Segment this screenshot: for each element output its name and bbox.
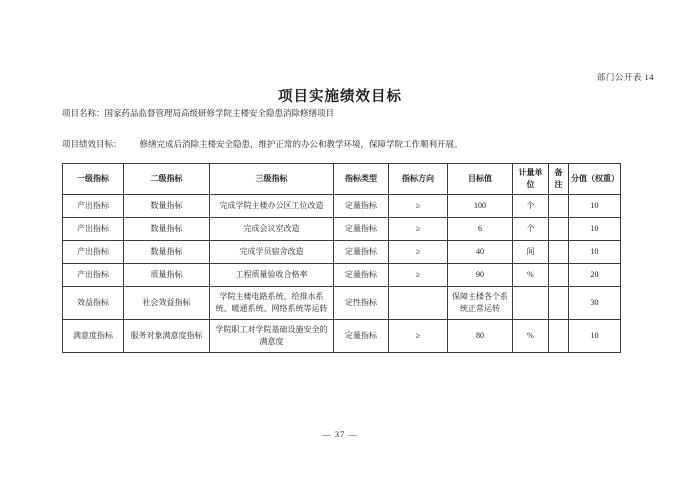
- table-cell: 数量指标: [124, 218, 210, 241]
- project-goal-value: 修缮完成后消除主楼安全隐患，维护正常的办公和教学环境，保障学院工作顺利开展。: [139, 139, 463, 149]
- table-cell: 产出指标: [63, 218, 124, 241]
- table-cell: 工程质量验收合格率: [210, 264, 334, 287]
- table-cell: 90: [448, 264, 513, 287]
- table-cell: 40: [448, 241, 513, 264]
- table-cell: [549, 241, 569, 264]
- column-header-9: 分值（权重）: [569, 164, 621, 195]
- doc-ref: 部门公开表 14: [596, 72, 654, 82]
- column-header-8: 备注: [549, 164, 569, 195]
- table-cell: [549, 195, 569, 218]
- table-cell: 数量指标: [124, 195, 210, 218]
- table-cell: 定量指标: [334, 218, 389, 241]
- table-cell: ≥: [389, 264, 448, 287]
- table-cell: 完成学院主楼办公区工位改造: [210, 195, 334, 218]
- column-header-7: 计量单位: [513, 164, 549, 195]
- table-cell: 80: [448, 320, 513, 353]
- table-cell: 学院职工对学院基础设施安全的满意度: [210, 320, 334, 353]
- table-cell: 产出指标: [63, 241, 124, 264]
- table-cell: 满意度指标: [63, 320, 124, 353]
- table-cell: [549, 287, 569, 320]
- column-header-2: 二级指标: [124, 164, 210, 195]
- project-name-value: 国家药品监督管理局高级研修学院主楼安全隐患消除修缮项目: [104, 108, 335, 118]
- table-cell: 数量指标: [124, 241, 210, 264]
- table-cell: 产出指标: [63, 264, 124, 287]
- project-name-label: 项目名称：: [62, 108, 105, 118]
- page-number: — 37 —: [322, 429, 358, 439]
- table-cell: 间: [513, 241, 549, 264]
- column-header-3: 三级指标: [210, 164, 334, 195]
- table-cell: 10: [569, 241, 621, 264]
- column-header-5: 指标方向: [389, 164, 448, 195]
- table-cell: 20: [569, 264, 621, 287]
- project-goal-line: [62, 138, 640, 150]
- table-row: [63, 264, 621, 287]
- table-cell: 10: [569, 218, 621, 241]
- table-row: [63, 195, 621, 218]
- table-cell: 服务对象满意度指标: [124, 320, 210, 353]
- table-cell: 效益指标: [63, 287, 124, 320]
- table-row: [63, 320, 621, 353]
- column-header-1: 一级指标: [63, 164, 124, 195]
- table-cell: 个: [513, 195, 549, 218]
- table-cell: 6: [448, 218, 513, 241]
- table-cell: ≥: [389, 320, 448, 353]
- table-cell: [389, 287, 448, 320]
- page-title: 项目实施绩效目标: [278, 89, 402, 105]
- table-cell: 完成会议室改造: [210, 218, 334, 241]
- column-header-6: 目标值: [448, 164, 513, 195]
- table-cell: 定量指标: [334, 320, 389, 353]
- table-row: [63, 218, 621, 241]
- table-cell: ≥: [389, 241, 448, 264]
- table-row: [63, 287, 621, 320]
- table-cell: ≥: [389, 218, 448, 241]
- table-cell: 10: [569, 320, 621, 353]
- table-cell: ≥: [389, 195, 448, 218]
- table-cell: 定量指标: [334, 264, 389, 287]
- column-header-4: 指标类型: [334, 164, 389, 195]
- table-cell: 保障主楼各个系统正常运转: [448, 287, 513, 320]
- table-cell: %: [513, 320, 549, 353]
- table-cell: 产出指标: [63, 195, 124, 218]
- table-row: [63, 241, 621, 264]
- table-cell: [513, 287, 549, 320]
- performance-table: [62, 163, 621, 353]
- table-cell: %: [513, 264, 549, 287]
- table-cell: [549, 218, 569, 241]
- table-cell: 100: [448, 195, 513, 218]
- table-cell: 学院主楼电路系统、给排水系统、暖通系统、网络系统等运转: [210, 287, 334, 320]
- table-cell: 定性指标: [334, 287, 389, 320]
- table-cell: 质量指标: [124, 264, 210, 287]
- table-cell: 社会效益指标: [124, 287, 210, 320]
- project-goal-label: 项目绩效目标：: [62, 139, 122, 149]
- table-cell: 30: [569, 287, 621, 320]
- table-cell: 定量指标: [334, 241, 389, 264]
- table-header-row: [63, 164, 621, 195]
- table-cell: [549, 264, 569, 287]
- table-cell: 个: [513, 218, 549, 241]
- table-cell: 完成学员宿舍改造: [210, 241, 334, 264]
- table-cell: 10: [569, 195, 621, 218]
- table-cell: [549, 320, 569, 353]
- project-name-line: [62, 107, 640, 119]
- table-cell: 定量指标: [334, 195, 389, 218]
